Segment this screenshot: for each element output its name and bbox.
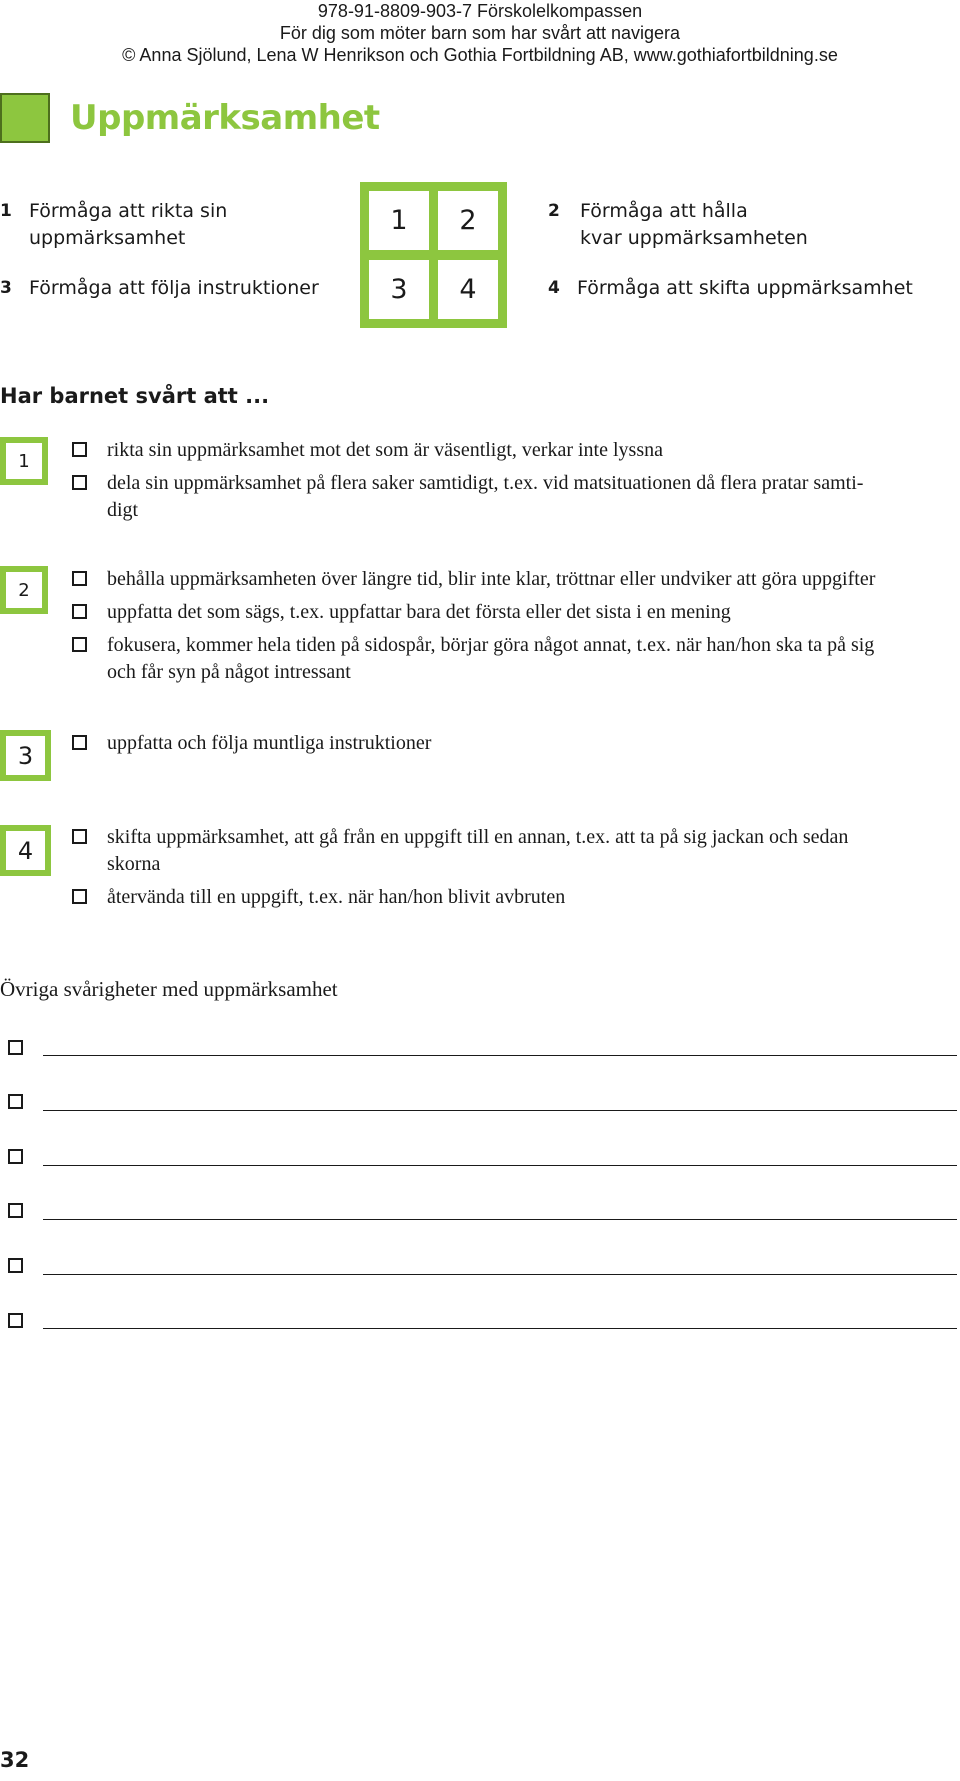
legend-num: 3 bbox=[0, 278, 12, 298]
grid-cell-3: 3 bbox=[369, 260, 429, 319]
legend-num: 4 bbox=[548, 278, 560, 298]
grid-cell-1: 1 bbox=[369, 191, 429, 250]
checkbox[interactable] bbox=[72, 637, 87, 652]
write-in-line[interactable] bbox=[43, 1165, 957, 1166]
write-in-line[interactable] bbox=[43, 1110, 957, 1111]
checkbox[interactable] bbox=[72, 829, 87, 844]
legend-item-2 bbox=[548, 198, 960, 258]
legend-text: Förmåga att följa instruktioner bbox=[29, 277, 319, 299]
checkbox[interactable] bbox=[72, 735, 87, 750]
write-in-line[interactable] bbox=[43, 1055, 957, 1056]
subtitle-line: För dig som möter barn som har svårt att navigera bbox=[279, 23, 681, 43]
checkbox[interactable] bbox=[72, 442, 87, 457]
write-in-line[interactable] bbox=[43, 1274, 957, 1275]
checkbox[interactable] bbox=[72, 889, 87, 904]
page-number: 32 bbox=[0, 1748, 30, 1772]
legend-text: kvar uppmärksamheten bbox=[580, 227, 808, 249]
checklist-item: rikta sin uppmärksamhet mot det som är väsentligt, verkar inte lyssna bbox=[107, 439, 663, 461]
legend-item-1 bbox=[0, 198, 340, 258]
question-heading: Har barnet svårt att ... bbox=[0, 384, 270, 408]
legend-item-3 bbox=[0, 275, 340, 305]
section-3-marker: 3 bbox=[0, 730, 51, 781]
copyright-line: © Anna Sjölund, Lena W Henrikson och Gothia Fortbildning AB, www.gothiafortbildning.se bbox=[122, 45, 838, 65]
legend-text: uppmärksamhet bbox=[29, 227, 186, 249]
legend-item-4 bbox=[548, 275, 960, 305]
checkbox[interactable] bbox=[72, 475, 87, 490]
checkbox[interactable] bbox=[8, 1094, 23, 1109]
title-square-icon bbox=[0, 93, 50, 143]
checkbox[interactable] bbox=[72, 604, 87, 619]
checklist-item: behålla uppmärksamheten över längre tid, blir inte klar, tröttnar eller undviker att göra uppgifter bbox=[107, 568, 876, 590]
checkbox[interactable] bbox=[8, 1203, 23, 1218]
checkbox[interactable] bbox=[8, 1149, 23, 1164]
checkbox[interactable] bbox=[72, 571, 87, 586]
ability-grid bbox=[360, 182, 507, 328]
checklist-item: uppfatta det som sägs, t.ex. uppfattar bara det första eller det sista i en mening bbox=[107, 601, 731, 623]
legend-text: Förmåga att rikta sin bbox=[29, 200, 228, 222]
checkbox[interactable] bbox=[8, 1313, 23, 1328]
isbn-line: 978-91-8809-903-7 Förskolelkompassen bbox=[317, 1, 643, 21]
section-2-marker: 2 bbox=[0, 566, 48, 614]
grid-cell-4: 4 bbox=[438, 260, 498, 319]
other-difficulties-heading: Övriga svårigheter med uppmärksamhet bbox=[0, 977, 338, 1001]
legend-text: Förmåga att hålla bbox=[580, 200, 748, 222]
page-title: Uppmärksamhet bbox=[70, 98, 380, 138]
grid-cell-2: 2 bbox=[438, 191, 498, 250]
write-in-line[interactable] bbox=[43, 1328, 957, 1329]
section-4-marker: 4 bbox=[0, 825, 51, 876]
write-in-line[interactable] bbox=[43, 1219, 957, 1220]
checklist-item: uppfatta och följa muntliga instruktioner bbox=[107, 732, 432, 754]
checklist-item: dela sin uppmärksamhet på flera saker samtidigt, t.ex. vid matsituationen då flera pratar samti- digt bbox=[107, 472, 864, 521]
checklist-item: fokusera, kommer hela tiden på sidospår, börjar göra något annat, t.ex. när han/hon ska ta på sig och får syn på något intressant bbox=[107, 634, 875, 683]
legend-text: Förmåga att skifta uppmärksamhet bbox=[577, 277, 913, 299]
checklist-item: återvända till en uppgift, t.ex. när han/hon blivit avbruten bbox=[107, 886, 566, 908]
legend-num: 2 bbox=[548, 201, 560, 221]
section-1-marker: 1 bbox=[0, 437, 48, 485]
checkbox[interactable] bbox=[8, 1258, 23, 1273]
checklist-item: skifta uppmärksamhet, att gå från en uppgift till en annan, t.ex. att ta på sig jackan och sedan skorna bbox=[107, 826, 849, 875]
checkbox[interactable] bbox=[8, 1040, 23, 1055]
legend-num: 1 bbox=[0, 201, 12, 221]
